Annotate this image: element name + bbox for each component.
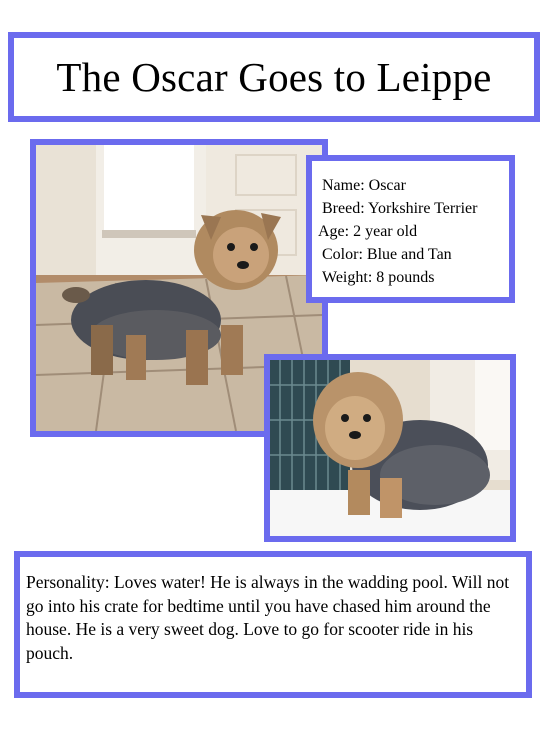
weight-field: Weight: 8 pounds: [322, 269, 435, 286]
breed-field: Breed: Yorkshire Terrier: [322, 200, 478, 217]
personality-box: [14, 551, 532, 698]
dog-sitting-image: [270, 360, 510, 536]
photo-dog-sitting: [264, 354, 516, 542]
personality-text: Personality: Loves water! He is always in the wadding pool. Will not go into his crate for bedtime until you have chased him around the house. He is a very sweet dog. Love to go for scooter ride in his pouch.: [26, 572, 510, 663]
name-field: Name: Oscar: [322, 177, 406, 194]
title-box: [8, 32, 540, 122]
info-box: [306, 155, 515, 303]
age-field: Age: 2 year old: [318, 223, 418, 240]
page-title: The Oscar Goes to Leippe: [56, 54, 492, 100]
color-field: Color: Blue and Tan: [322, 246, 452, 263]
